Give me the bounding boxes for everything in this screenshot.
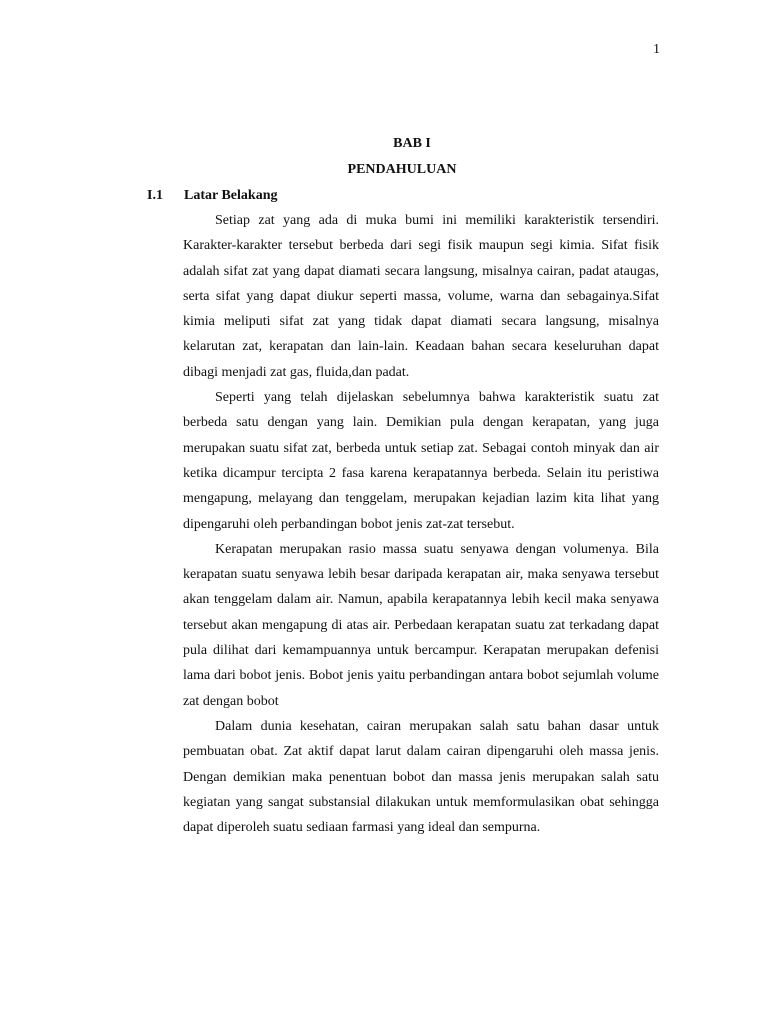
chapter-title: PENDAHULUAN	[347, 162, 457, 177]
paragraph-3: Kerapatan merupakan rasio massa suatu senyawa dengan volumenya. Bila kerapatan suatu senyawa lebih besar daripada kerapatan air, maka senyawa tersebut akan tenggelam dalam air. Namun, apabila kerapatannya lebih kecil maka senyawa tersebut akan mengapung di atas air. Perbedaan kerapatan suatu zat terkadang dapat pula dilihat dari kemampuannya untuk bercampur. Kerapatan merupakan defenisi lama dari bobot jenis. Bobot jenis yaitu perbandingan antara bobot sejumlah volume zat dengan bobot	[183, 541, 659, 709]
body-text	[183, 208, 659, 840]
paragraph-2: Seperti yang telah dijelaskan sebelumnya bahwa karakteristik suatu zat berbeda satu dengan yang lain. Demikian pula dengan kerapatan, yang juga merupakan suatu sifat zat, berbeda untuk setiap zat. Sebagai contoh minyak dan air ketika dicampur tercipta 2 fasa karena kerapatannya berbeda. Selain itu peristiwa mengapung, melayang dan tenggelam, merupakan kejadian lazim kita lihat yang dipengaruhi oleh perbandingan bobot jenis zat-zat tersebut.	[183, 390, 659, 532]
paragraph-1: Setiap zat yang ada di muka bumi ini memiliki karakteristik tersendiri. Karakter-karakter tersebut berbeda dari segi fisik maupun segi kimia. Sifat fisik adalah sifat zat yang dapat diamati secara langsung, misalnya cairan, padat ataugas, serta sifat yang dapat diukur seperti massa, volume, warna dan sebagainya.Sifat kimia meliputi sifat zat yang tidak dapat diamati secara langsung, misalnya kelarutan zat, kerapatan dan lain-lain. Keadaan bahan secara keseluruhan dapat dibagi menjadi zat gas, fluida,dan padat.	[183, 213, 659, 380]
section-number: I.1	[147, 188, 163, 203]
section-title: Latar Belakang	[184, 188, 278, 203]
section-heading	[147, 188, 277, 204]
paragraph-4: Dalam dunia kesehatan, cairan merupakan salah satu bahan dasar untuk pembuatan obat. Zat aktif dapat larut dalam cairan dipengaruhi oleh massa jenis. Dengan demikian maka penentuan bobot dan massa jenis merupakan salah satu kegiatan yang sangat substansial dilakukan untuk memformulasikan obat sehingga dapat diperoleh suatu sediaan farmasi yang ideal dan sempurna.	[183, 718, 659, 836]
page-number: 1	[653, 42, 660, 57]
chapter-label: BAB I	[393, 136, 431, 151]
